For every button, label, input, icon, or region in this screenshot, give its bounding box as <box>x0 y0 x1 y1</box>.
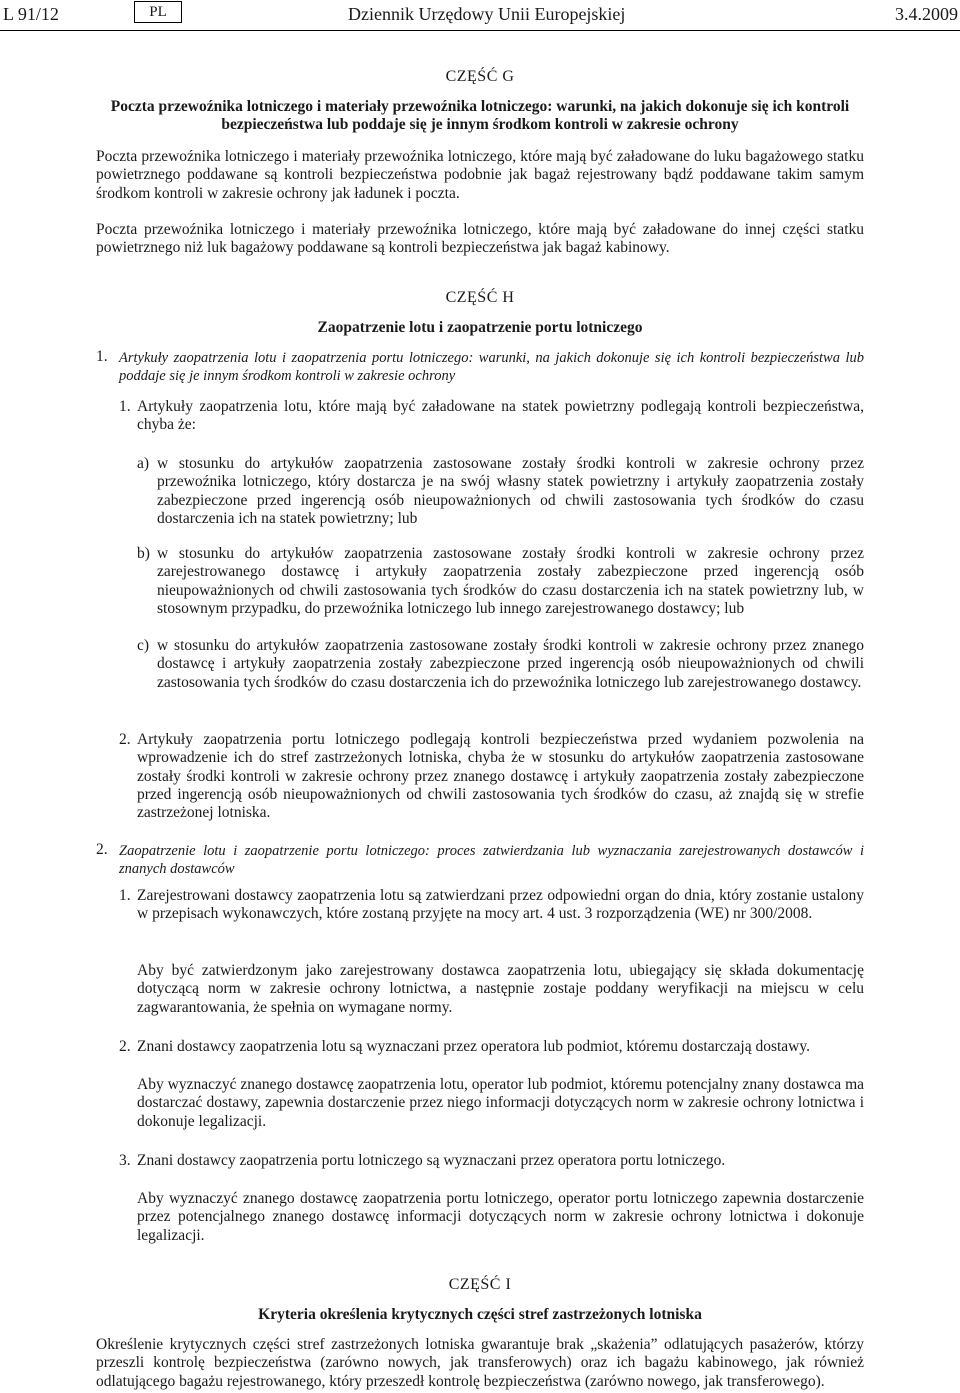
section-1-number: 1. <box>96 348 108 365</box>
journal-title: Dziennik Urzędowy Unii Europejskiej <box>348 4 626 24</box>
item-a-text: w stosunku do artykułów zaopatrzenia zastosowane zostały środki kontroli w zakresie ochrony przez przewoźnika lotniczego, który dostarcza je na swój własny statek powietrzny i artykuły zaopatrzenia zostały zabezpieczone przed ingerencją osób nieupoważnionych od chwili zastosowania tych środków do czasu dostarczenia ich na statek powietrzny; lub <box>157 455 864 527</box>
item-c-text: w stosunku do artykułów zaopatrzenia zastosowane zostały środki kontroli w zakresie ochrony przez znanego dostawcę i artykuły zaopatrzenia zostały zabezpieczone przed ingerencją osób nieupoważnionych od chwili zastosowania tych środków do czasu dostarczenia ich do przewoźnika lotniczego lub zarejestrowanego dostawcy. <box>157 637 864 691</box>
item-1-number: 1. <box>119 398 131 415</box>
s2-item-2-detail: Aby wyznaczyć znanego dostawcę zaopatrzenia lotu, operator lub podmiot, któremu potencjalny znany dostawca ma dostarczać dostawy, zapewnia dostarczenie przez niego informacji dotyczących norm w zakresie ochrony lotnictwa i dokonuje legalizacji. <box>137 1076 864 1130</box>
s2-item-2-text: Znani dostawcy zaopatrzenia lotu są wyznaczani przez operatora lub podmiot, któremu dostarczają dostawy. <box>137 1038 810 1055</box>
part-h-title: Zaopatrzenie lotu i zaopatrzenie portu lotniczego <box>317 319 643 336</box>
part-g-paragraph-2: Poczta przewoźnika lotniczego i materiały przewoźnika lotniczego, które mają być załadowane do innej części statku powietrznego niż luk bagażowy poddawane są kontroli bezpieczeństwa jak bagaż kabinowy. <box>96 221 864 257</box>
page-number: L 91/12 <box>3 4 59 24</box>
part-g-heading: CZĘŚĆ G <box>445 68 515 85</box>
s2-item-1-text: Zarejestrowani dostawcy zaopatrzenia lotu są zatwierdzani przez odpowiedni organ do dnia, który zostanie ustalony w przepisach wykonawczych, które zostaną przyjęte na mocy art. 4 ust. 3 rozporządzenia (WE) nr 300/2008. <box>137 887 864 923</box>
part-i-heading: CZĘŚĆ I <box>448 1276 512 1293</box>
part-g-title: Poczta przewoźnika lotniczego i materiały przewoźnika lotniczego: warunki, na jakich dokonuje się ich kontroli bezpieczeństwa lub poddaje się je innym środkom kontroli w zakresie ochrony <box>110 98 850 133</box>
s2-item-3-number: 3. <box>119 1152 131 1169</box>
part-g-paragraph-1: Poczta przewoźnika lotniczego i materiały przewoźnika lotniczego, które mają być załadowane do luku bagażowego statku powietrznego poddawane są kontroli bezpieczeństwa podobnie jak bagaż rejestrowany bądź poddawane takim samym środkom kontroli w zakresie ochrony jak ładunek i poczta. <box>96 148 864 202</box>
item-b-text: w stosunku do artykułów zaopatrzenia zastosowane zostały środki kontroli w zakresie ochrony przez zarejestrowanego dostawcę i artykuły zaopatrzenia zostały zabezpieczone przed ingerencją osób nieupoważnionych od chwili zastosowania tych środków do czasu dostarczenia ich na statek powietrzny lub, w stosownym przypadku, do przewoźnika lotniczego lub innego zarejestrowanego dostawcy; lub <box>157 545 864 617</box>
page-header <box>0 0 960 31</box>
item-a-label: a) <box>137 455 150 472</box>
part-i-title: Kryteria określenia krytycznych części stref zastrzeżonych lotniska <box>258 1306 702 1323</box>
item-2-number: 2. <box>119 731 131 748</box>
part-h-heading: CZĘŚĆ H <box>445 289 515 306</box>
publication-date: 3.4.2009 <box>895 4 958 24</box>
s2-item-1-detail: Aby być zatwierdzonym jako zarejestrowany dostawca zaopatrzenia lotu, ubiegający się składa dokumentację dotyczącą norm w zakresie ochrony lotnictwa, a następnie zostaje poddany weryfikacji na miejscu w celu zagwarantowania, że spełnia on wymagane normy. <box>137 962 864 1016</box>
s2-item-3-detail: Aby wyznaczyć znanego dostawcę zaopatrzenia portu lotniczego, operator portu lotniczego zapewnia dostarczenie przez potencjalnego znanego dostawcę informacji dotyczących norm w zakresie ochrony lotnictwa i dokonuje legalizacji. <box>137 1190 864 1244</box>
s2-item-1-number: 1. <box>119 887 131 904</box>
item-c-label: c) <box>137 637 150 654</box>
s2-item-2-number: 2. <box>119 1038 131 1055</box>
part-i-paragraph: Określenie krytycznych części stref zastrzeżonych lotniska gwarantuje brak „skażenia” odlatujących pasażerów, którzy przeszli kontrolę bezpieczeństwa (zarówno nowych, jak transferowych) oraz ich bagażu kabinowego, jak również odlatującego bagażu rejestrowanego, który przeszedł kontrolę bezpieczeństwa (zarówno nowego, jak transferowego). <box>96 1336 864 1390</box>
item-2-text: Artykuły zaopatrzenia portu lotniczego podlegają kontroli bezpieczeństwa przed wydaniem pozwolenia na wprowadzenie ich do stref zastrzeżonych lotniska, chyba że w stosunku do artykułów zaopatrzenia zastosowane zostały środki kontroli w zakresie ochrony przez znanego dostawcę i artykuły zaopatrzenia zostały zabezpieczone przed ingerencją osób nieupoważnionych od chwili zastosowania tych środków do czasu, aż znajdą się w strefie zastrzeżonej lotniska. <box>137 731 864 822</box>
language-badge: PL <box>134 1 182 23</box>
item-b-label: b) <box>137 545 150 562</box>
section-2-number: 2. <box>96 841 108 858</box>
section-2-title: Zaopatrzenie lotu i zaopatrzenie portu lotniczego: proces zatwierdzania lub wyznaczania zarejestrowanych dostawców i znanych dostawców <box>119 843 864 878</box>
section-1-title: Artykuły zaopatrzenia lotu i zaopatrzenia portu lotniczego: warunki, na jakich dokonuje się ich kontroli bezpieczeństwa lub poddaje się je innym środkom kontroli w zakresie ochrony <box>119 350 864 385</box>
item-1-text: Artykuły zaopatrzenia lotu, które mają być załadowane na statek powietrzny podlegają kontroli bezpieczeństwa, chyba że: <box>137 398 864 434</box>
s2-item-3-text: Znani dostawcy zaopatrzenia portu lotniczego są wyznaczani przez operatora portu lotniczego. <box>137 1152 726 1169</box>
